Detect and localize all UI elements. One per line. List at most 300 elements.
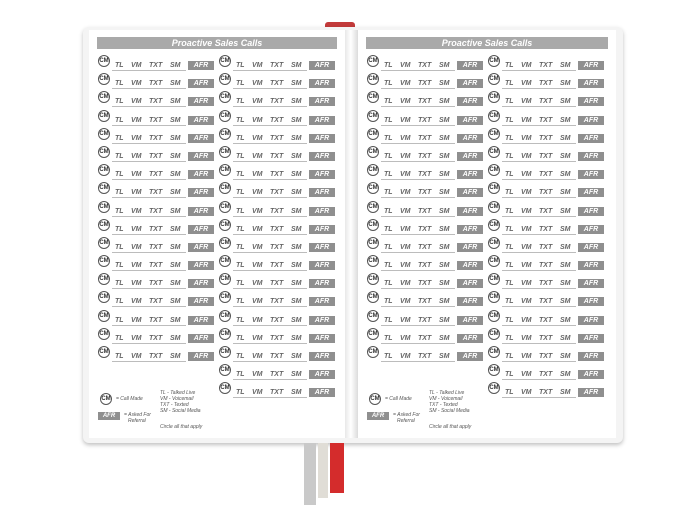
social-media-option[interactable]: SM <box>439 189 450 197</box>
texted-option[interactable]: TXT <box>418 189 432 197</box>
texted-option[interactable]: TXT <box>270 225 284 233</box>
call-made-circle[interactable]: CM <box>98 55 110 67</box>
asked-for-referral-badge[interactable]: AFR <box>578 279 604 288</box>
voicemail-option[interactable]: VM <box>400 134 411 142</box>
asked-for-referral-badge[interactable]: AFR <box>578 97 604 106</box>
asked-for-referral-badge[interactable]: AFR <box>578 370 604 379</box>
call-made-circle[interactable]: CM <box>219 364 231 376</box>
talked-live-option[interactable]: TL <box>505 262 514 270</box>
texted-option[interactable]: TXT <box>149 353 163 360</box>
talked-live-option[interactable]: TL <box>384 98 393 106</box>
social-media-option[interactable]: SM <box>439 171 450 179</box>
voicemail-option[interactable]: VM <box>521 334 532 342</box>
voicemail-option[interactable]: VM <box>400 189 411 197</box>
texted-option[interactable]: TXT <box>418 280 432 288</box>
call-made-circle[interactable]: CM <box>367 201 379 213</box>
talked-live-option[interactable]: TL <box>236 152 245 160</box>
voicemail-option[interactable]: VM <box>521 134 532 142</box>
voicemail-option[interactable]: VM <box>131 243 142 251</box>
social-media-option[interactable]: SM <box>291 152 302 160</box>
texted-option[interactable]: TXT <box>539 371 553 379</box>
social-media-option[interactable]: SM <box>560 134 571 142</box>
texted-option[interactable]: TXT <box>270 62 284 69</box>
talked-live-option[interactable]: TL <box>115 116 124 124</box>
texted-option[interactable]: TXT <box>539 116 553 124</box>
social-media-option[interactable]: SM <box>439 116 450 124</box>
voicemail-option[interactable]: VM <box>521 116 532 124</box>
asked-for-referral-badge[interactable]: AFR <box>457 170 483 179</box>
call-made-circle[interactable]: CM <box>98 182 110 194</box>
call-made-circle[interactable]: CM <box>488 219 500 231</box>
social-media-option[interactable]: SM <box>439 298 450 306</box>
asked-for-referral-badge[interactable]: AFR <box>457 97 483 106</box>
voicemail-option[interactable]: VM <box>400 98 411 106</box>
asked-for-referral-badge[interactable]: AFR <box>309 370 335 379</box>
asked-for-referral-badge[interactable]: AFR <box>309 134 335 143</box>
social-media-option[interactable]: SM <box>170 80 181 88</box>
call-made-circle[interactable]: CM <box>219 128 231 140</box>
asked-for-referral-badge[interactable]: AFR <box>309 61 335 70</box>
social-media-option[interactable]: SM <box>291 316 302 324</box>
texted-option[interactable]: TXT <box>270 316 284 324</box>
social-media-option[interactable]: SM <box>291 225 302 233</box>
voicemail-option[interactable]: VM <box>131 353 142 360</box>
texted-option[interactable]: TXT <box>270 207 284 215</box>
social-media-option[interactable]: SM <box>560 389 571 397</box>
asked-for-referral-badge[interactable]: AFR <box>457 279 483 288</box>
social-media-option[interactable]: SM <box>560 280 571 288</box>
asked-for-referral-badge[interactable]: AFR <box>578 243 604 252</box>
call-made-circle[interactable]: CM <box>219 110 231 122</box>
social-media-option[interactable]: SM <box>291 134 302 142</box>
social-media-option[interactable]: SM <box>439 152 450 160</box>
voicemail-option[interactable]: VM <box>521 389 532 397</box>
texted-option[interactable]: TXT <box>270 189 284 197</box>
call-made-circle[interactable]: CM <box>488 146 500 158</box>
social-media-option[interactable]: SM <box>291 80 302 88</box>
texted-option[interactable]: TXT <box>270 171 284 179</box>
call-made-circle[interactable]: CM <box>488 55 500 67</box>
call-made-circle[interactable]: CM <box>98 255 110 267</box>
texted-option[interactable]: TXT <box>418 98 432 106</box>
texted-option[interactable]: TXT <box>539 298 553 306</box>
talked-live-option[interactable]: TL <box>384 171 393 179</box>
voicemail-option[interactable]: VM <box>400 171 411 179</box>
social-media-option[interactable]: SM <box>291 298 302 306</box>
call-made-circle[interactable]: CM <box>488 128 500 140</box>
voicemail-option[interactable]: VM <box>521 243 532 251</box>
asked-for-referral-badge[interactable]: AFR <box>188 152 214 161</box>
texted-option[interactable]: TXT <box>149 134 163 142</box>
social-media-option[interactable]: SM <box>291 207 302 215</box>
social-media-option[interactable]: SM <box>439 280 450 288</box>
asked-for-referral-badge[interactable]: AFR <box>309 152 335 161</box>
call-made-circle[interactable]: CM <box>219 273 231 285</box>
voicemail-option[interactable]: VM <box>252 371 263 379</box>
voicemail-option[interactable]: VM <box>521 152 532 160</box>
asked-for-referral-badge[interactable]: AFR <box>309 334 335 343</box>
talked-live-option[interactable]: TL <box>384 353 393 360</box>
texted-option[interactable]: TXT <box>418 116 432 124</box>
voicemail-option[interactable]: VM <box>252 353 263 360</box>
call-made-circle[interactable]: CM <box>367 55 379 67</box>
voicemail-option[interactable]: VM <box>521 189 532 197</box>
texted-option[interactable]: TXT <box>539 189 553 197</box>
social-media-option[interactable]: SM <box>291 189 302 197</box>
voicemail-option[interactable]: VM <box>252 225 263 233</box>
talked-live-option[interactable]: TL <box>236 389 245 397</box>
social-media-option[interactable]: SM <box>170 171 181 179</box>
texted-option[interactable]: TXT <box>149 80 163 88</box>
voicemail-option[interactable]: VM <box>252 80 263 88</box>
texted-option[interactable]: TXT <box>149 280 163 288</box>
asked-for-referral-badge[interactable]: AFR <box>457 261 483 270</box>
asked-for-referral-badge[interactable]: AFR <box>188 225 214 234</box>
voicemail-option[interactable]: VM <box>131 225 142 233</box>
texted-option[interactable]: TXT <box>539 389 553 397</box>
talked-live-option[interactable]: TL <box>115 334 124 342</box>
social-media-option[interactable]: SM <box>291 371 302 379</box>
talked-live-option[interactable]: TL <box>115 171 124 179</box>
call-made-circle[interactable]: CM <box>219 73 231 85</box>
call-made-circle[interactable]: CM <box>98 73 110 85</box>
social-media-option[interactable]: SM <box>560 262 571 270</box>
texted-option[interactable]: TXT <box>270 116 284 124</box>
asked-for-referral-badge[interactable]: AFR <box>457 61 483 70</box>
call-made-circle[interactable]: CM <box>367 182 379 194</box>
asked-for-referral-badge[interactable]: AFR <box>188 261 214 270</box>
social-media-option[interactable]: SM <box>291 243 302 251</box>
texted-option[interactable]: TXT <box>149 171 163 179</box>
voicemail-option[interactable]: VM <box>400 152 411 160</box>
call-made-circle[interactable]: CM <box>219 237 231 249</box>
social-media-option[interactable]: SM <box>439 207 450 215</box>
texted-option[interactable]: TXT <box>418 152 432 160</box>
call-made-circle[interactable]: CM <box>219 255 231 267</box>
asked-for-referral-badge[interactable]: AFR <box>188 61 214 70</box>
voicemail-option[interactable]: VM <box>252 207 263 215</box>
talked-live-option[interactable]: TL <box>384 134 393 142</box>
asked-for-referral-badge[interactable]: AFR <box>309 207 335 216</box>
voicemail-option[interactable]: VM <box>400 225 411 233</box>
talked-live-option[interactable]: TL <box>236 353 245 360</box>
social-media-option[interactable]: SM <box>560 225 571 233</box>
asked-for-referral-badge[interactable]: AFR <box>578 152 604 161</box>
voicemail-option[interactable]: VM <box>252 62 263 69</box>
voicemail-option[interactable]: VM <box>400 353 411 360</box>
social-media-option[interactable]: SM <box>170 243 181 251</box>
social-media-option[interactable]: SM <box>170 152 181 160</box>
talked-live-option[interactable]: TL <box>115 189 124 197</box>
texted-option[interactable]: TXT <box>270 80 284 88</box>
texted-option[interactable]: TXT <box>539 334 553 342</box>
texted-option[interactable]: TXT <box>418 316 432 324</box>
talked-live-option[interactable]: TL <box>115 62 124 69</box>
texted-option[interactable]: TXT <box>270 152 284 160</box>
texted-option[interactable]: TXT <box>539 207 553 215</box>
texted-option[interactable]: TXT <box>418 262 432 270</box>
social-media-option[interactable]: SM <box>560 334 571 342</box>
texted-option[interactable]: TXT <box>418 80 432 88</box>
texted-option[interactable]: TXT <box>418 207 432 215</box>
social-media-option[interactable]: SM <box>291 280 302 288</box>
voicemail-option[interactable]: VM <box>521 262 532 270</box>
asked-for-referral-badge[interactable]: AFR <box>457 243 483 252</box>
asked-for-referral-badge[interactable]: AFR <box>188 279 214 288</box>
talked-live-option[interactable]: TL <box>505 280 514 288</box>
social-media-option[interactable]: SM <box>170 316 181 324</box>
texted-option[interactable]: TXT <box>539 243 553 251</box>
voicemail-option[interactable]: VM <box>252 280 263 288</box>
texted-option[interactable]: TXT <box>149 298 163 306</box>
voicemail-option[interactable]: VM <box>400 262 411 270</box>
texted-option[interactable]: TXT <box>149 152 163 160</box>
asked-for-referral-badge[interactable]: AFR <box>457 316 483 325</box>
talked-live-option[interactable]: TL <box>236 280 245 288</box>
asked-for-referral-badge[interactable]: AFR <box>578 188 604 197</box>
voicemail-option[interactable]: VM <box>131 116 142 124</box>
voicemail-option[interactable]: VM <box>400 243 411 251</box>
talked-live-option[interactable]: TL <box>236 334 245 342</box>
voicemail-option[interactable]: VM <box>400 316 411 324</box>
voicemail-option[interactable]: VM <box>252 134 263 142</box>
asked-for-referral-badge[interactable]: AFR <box>188 79 214 88</box>
call-made-circle[interactable]: CM <box>219 91 231 103</box>
talked-live-option[interactable]: TL <box>505 189 514 197</box>
voicemail-option[interactable]: VM <box>252 116 263 124</box>
social-media-option[interactable]: SM <box>291 353 302 360</box>
texted-option[interactable]: TXT <box>149 62 163 69</box>
call-made-circle[interactable]: CM <box>98 110 110 122</box>
call-made-circle[interactable]: CM <box>98 201 110 213</box>
voicemail-option[interactable]: VM <box>521 371 532 379</box>
voicemail-option[interactable]: VM <box>252 98 263 106</box>
texted-option[interactable]: TXT <box>418 171 432 179</box>
call-made-circle[interactable]: CM <box>98 146 110 158</box>
talked-live-option[interactable]: TL <box>505 116 514 124</box>
asked-for-referral-badge[interactable]: AFR <box>457 134 483 143</box>
talked-live-option[interactable]: TL <box>236 262 245 270</box>
talked-live-option[interactable]: TL <box>505 98 514 106</box>
call-made-circle[interactable]: CM <box>488 91 500 103</box>
call-made-circle[interactable]: CM <box>367 128 379 140</box>
voicemail-option[interactable]: VM <box>131 98 142 106</box>
asked-for-referral-badge[interactable]: AFR <box>309 243 335 252</box>
call-made-circle[interactable]: CM <box>488 273 500 285</box>
talked-live-option[interactable]: TL <box>236 207 245 215</box>
voicemail-option[interactable]: VM <box>131 207 142 215</box>
voicemail-option[interactable]: VM <box>131 298 142 306</box>
call-made-circle[interactable]: CM <box>98 128 110 140</box>
call-made-circle[interactable]: CM <box>488 110 500 122</box>
voicemail-option[interactable]: VM <box>521 353 532 360</box>
voicemail-option[interactable]: VM <box>131 262 142 270</box>
talked-live-option[interactable]: TL <box>236 316 245 324</box>
social-media-option[interactable]: SM <box>291 62 302 69</box>
talked-live-option[interactable]: TL <box>236 62 245 69</box>
voicemail-option[interactable]: VM <box>400 298 411 306</box>
voicemail-option[interactable]: VM <box>131 80 142 88</box>
talked-live-option[interactable]: TL <box>384 152 393 160</box>
texted-option[interactable]: TXT <box>539 225 553 233</box>
voicemail-option[interactable]: VM <box>252 171 263 179</box>
voicemail-option[interactable]: VM <box>252 243 263 251</box>
social-media-option[interactable]: SM <box>291 334 302 342</box>
texted-option[interactable]: TXT <box>418 298 432 306</box>
texted-option[interactable]: TXT <box>539 280 553 288</box>
texted-option[interactable]: TXT <box>539 171 553 179</box>
talked-live-option[interactable]: TL <box>115 243 124 251</box>
voicemail-option[interactable]: VM <box>521 298 532 306</box>
voicemail-option[interactable]: VM <box>400 280 411 288</box>
voicemail-option[interactable]: VM <box>131 316 142 324</box>
call-made-circle[interactable]: CM <box>488 182 500 194</box>
social-media-option[interactable]: SM <box>560 80 571 88</box>
social-media-option[interactable]: SM <box>170 189 181 197</box>
social-media-option[interactable]: SM <box>170 98 181 106</box>
asked-for-referral-badge[interactable]: AFR <box>457 334 483 343</box>
asked-for-referral-badge[interactable]: AFR <box>188 207 214 216</box>
call-made-circle[interactable]: CM <box>219 310 231 322</box>
call-made-circle[interactable]: CM <box>367 73 379 85</box>
asked-for-referral-badge[interactable]: AFR <box>309 116 335 125</box>
voicemail-option[interactable]: VM <box>131 280 142 288</box>
social-media-option[interactable]: SM <box>291 262 302 270</box>
talked-live-option[interactable]: TL <box>384 262 393 270</box>
call-made-circle[interactable]: CM <box>367 310 379 322</box>
social-media-option[interactable]: SM <box>170 262 181 270</box>
asked-for-referral-badge[interactable]: AFR <box>578 352 604 361</box>
social-media-option[interactable]: SM <box>560 353 571 360</box>
social-media-option[interactable]: SM <box>170 298 181 306</box>
talked-live-option[interactable]: TL <box>115 298 124 306</box>
social-media-option[interactable]: SM <box>560 207 571 215</box>
voicemail-option[interactable]: VM <box>521 98 532 106</box>
asked-for-referral-badge[interactable]: AFR <box>578 261 604 270</box>
texted-option[interactable]: TXT <box>270 334 284 342</box>
talked-live-option[interactable]: TL <box>505 207 514 215</box>
talked-live-option[interactable]: TL <box>505 243 514 251</box>
call-made-circle[interactable]: CM <box>488 364 500 376</box>
talked-live-option[interactable]: TL <box>115 152 124 160</box>
voicemail-option[interactable]: VM <box>521 225 532 233</box>
asked-for-referral-badge[interactable]: AFR <box>188 316 214 325</box>
talked-live-option[interactable]: TL <box>505 334 514 342</box>
texted-option[interactable]: TXT <box>149 207 163 215</box>
texted-option[interactable]: TXT <box>418 62 432 69</box>
talked-live-option[interactable]: TL <box>115 353 124 360</box>
texted-option[interactable]: TXT <box>539 62 553 69</box>
social-media-option[interactable]: SM <box>439 134 450 142</box>
voicemail-option[interactable]: VM <box>521 280 532 288</box>
talked-live-option[interactable]: TL <box>384 189 393 197</box>
call-made-circle[interactable]: CM <box>219 328 231 340</box>
social-media-option[interactable]: SM <box>170 280 181 288</box>
asked-for-referral-badge[interactable]: AFR <box>188 134 214 143</box>
asked-for-referral-badge[interactable]: AFR <box>309 97 335 106</box>
call-made-circle[interactable]: CM <box>98 237 110 249</box>
call-made-circle[interactable]: CM <box>98 310 110 322</box>
talked-live-option[interactable]: TL <box>384 334 393 342</box>
texted-option[interactable]: TXT <box>270 298 284 306</box>
talked-live-option[interactable]: TL <box>505 80 514 88</box>
social-media-option[interactable]: SM <box>170 225 181 233</box>
talked-live-option[interactable]: TL <box>115 134 124 142</box>
texted-option[interactable]: TXT <box>149 262 163 270</box>
voicemail-option[interactable]: VM <box>521 316 532 324</box>
asked-for-referral-badge[interactable]: AFR <box>457 207 483 216</box>
texted-option[interactable]: TXT <box>418 134 432 142</box>
asked-for-referral-badge[interactable]: AFR <box>578 116 604 125</box>
asked-for-referral-badge[interactable]: AFR <box>457 79 483 88</box>
texted-option[interactable]: TXT <box>149 316 163 324</box>
asked-for-referral-badge[interactable]: AFR <box>457 188 483 197</box>
social-media-option[interactable]: SM <box>560 152 571 160</box>
talked-live-option[interactable]: TL <box>115 262 124 270</box>
call-made-circle[interactable]: CM <box>98 346 110 358</box>
call-made-circle[interactable]: CM <box>367 255 379 267</box>
talked-live-option[interactable]: TL <box>505 371 514 379</box>
asked-for-referral-badge[interactable]: AFR <box>188 297 214 306</box>
talked-live-option[interactable]: TL <box>236 98 245 106</box>
talked-live-option[interactable]: TL <box>384 80 393 88</box>
social-media-option[interactable]: SM <box>291 171 302 179</box>
texted-option[interactable]: TXT <box>539 80 553 88</box>
voicemail-option[interactable]: VM <box>521 171 532 179</box>
talked-live-option[interactable]: TL <box>384 116 393 124</box>
call-made-circle[interactable]: CM <box>219 219 231 231</box>
call-made-circle[interactable]: CM <box>367 91 379 103</box>
voicemail-option[interactable]: VM <box>131 62 142 69</box>
voicemail-option[interactable]: VM <box>400 116 411 124</box>
asked-for-referral-badge[interactable]: AFR <box>457 152 483 161</box>
social-media-option[interactable]: SM <box>291 116 302 124</box>
voicemail-option[interactable]: VM <box>252 334 263 342</box>
call-made-circle[interactable]: CM <box>367 146 379 158</box>
voicemail-option[interactable]: VM <box>131 189 142 197</box>
talked-live-option[interactable]: TL <box>236 171 245 179</box>
social-media-option[interactable]: SM <box>560 316 571 324</box>
texted-option[interactable]: TXT <box>418 334 432 342</box>
texted-option[interactable]: TXT <box>539 134 553 142</box>
talked-live-option[interactable]: TL <box>505 152 514 160</box>
call-made-circle[interactable]: CM <box>367 110 379 122</box>
talked-live-option[interactable]: TL <box>236 243 245 251</box>
voicemail-option[interactable]: VM <box>252 152 263 160</box>
social-media-option[interactable]: SM <box>439 353 450 360</box>
call-made-circle[interactable]: CM <box>488 291 500 303</box>
call-made-circle[interactable]: CM <box>488 201 500 213</box>
call-made-circle[interactable]: CM <box>488 255 500 267</box>
asked-for-referral-badge[interactable]: AFR <box>309 316 335 325</box>
asked-for-referral-badge[interactable]: AFR <box>309 261 335 270</box>
texted-option[interactable]: TXT <box>418 353 432 360</box>
texted-option[interactable]: TXT <box>149 189 163 197</box>
voicemail-option[interactable]: VM <box>521 80 532 88</box>
social-media-option[interactable]: SM <box>439 316 450 324</box>
call-made-circle[interactable]: CM <box>219 146 231 158</box>
call-made-circle[interactable]: CM <box>488 328 500 340</box>
voicemail-option[interactable]: VM <box>131 171 142 179</box>
social-media-option[interactable]: SM <box>170 134 181 142</box>
social-media-option[interactable]: SM <box>439 62 450 69</box>
call-made-circle[interactable]: CM <box>219 201 231 213</box>
texted-option[interactable]: TXT <box>418 243 432 251</box>
asked-for-referral-badge[interactable]: AFR <box>578 316 604 325</box>
talked-live-option[interactable]: TL <box>236 80 245 88</box>
voicemail-option[interactable]: VM <box>252 316 263 324</box>
social-media-option[interactable]: SM <box>170 353 181 360</box>
